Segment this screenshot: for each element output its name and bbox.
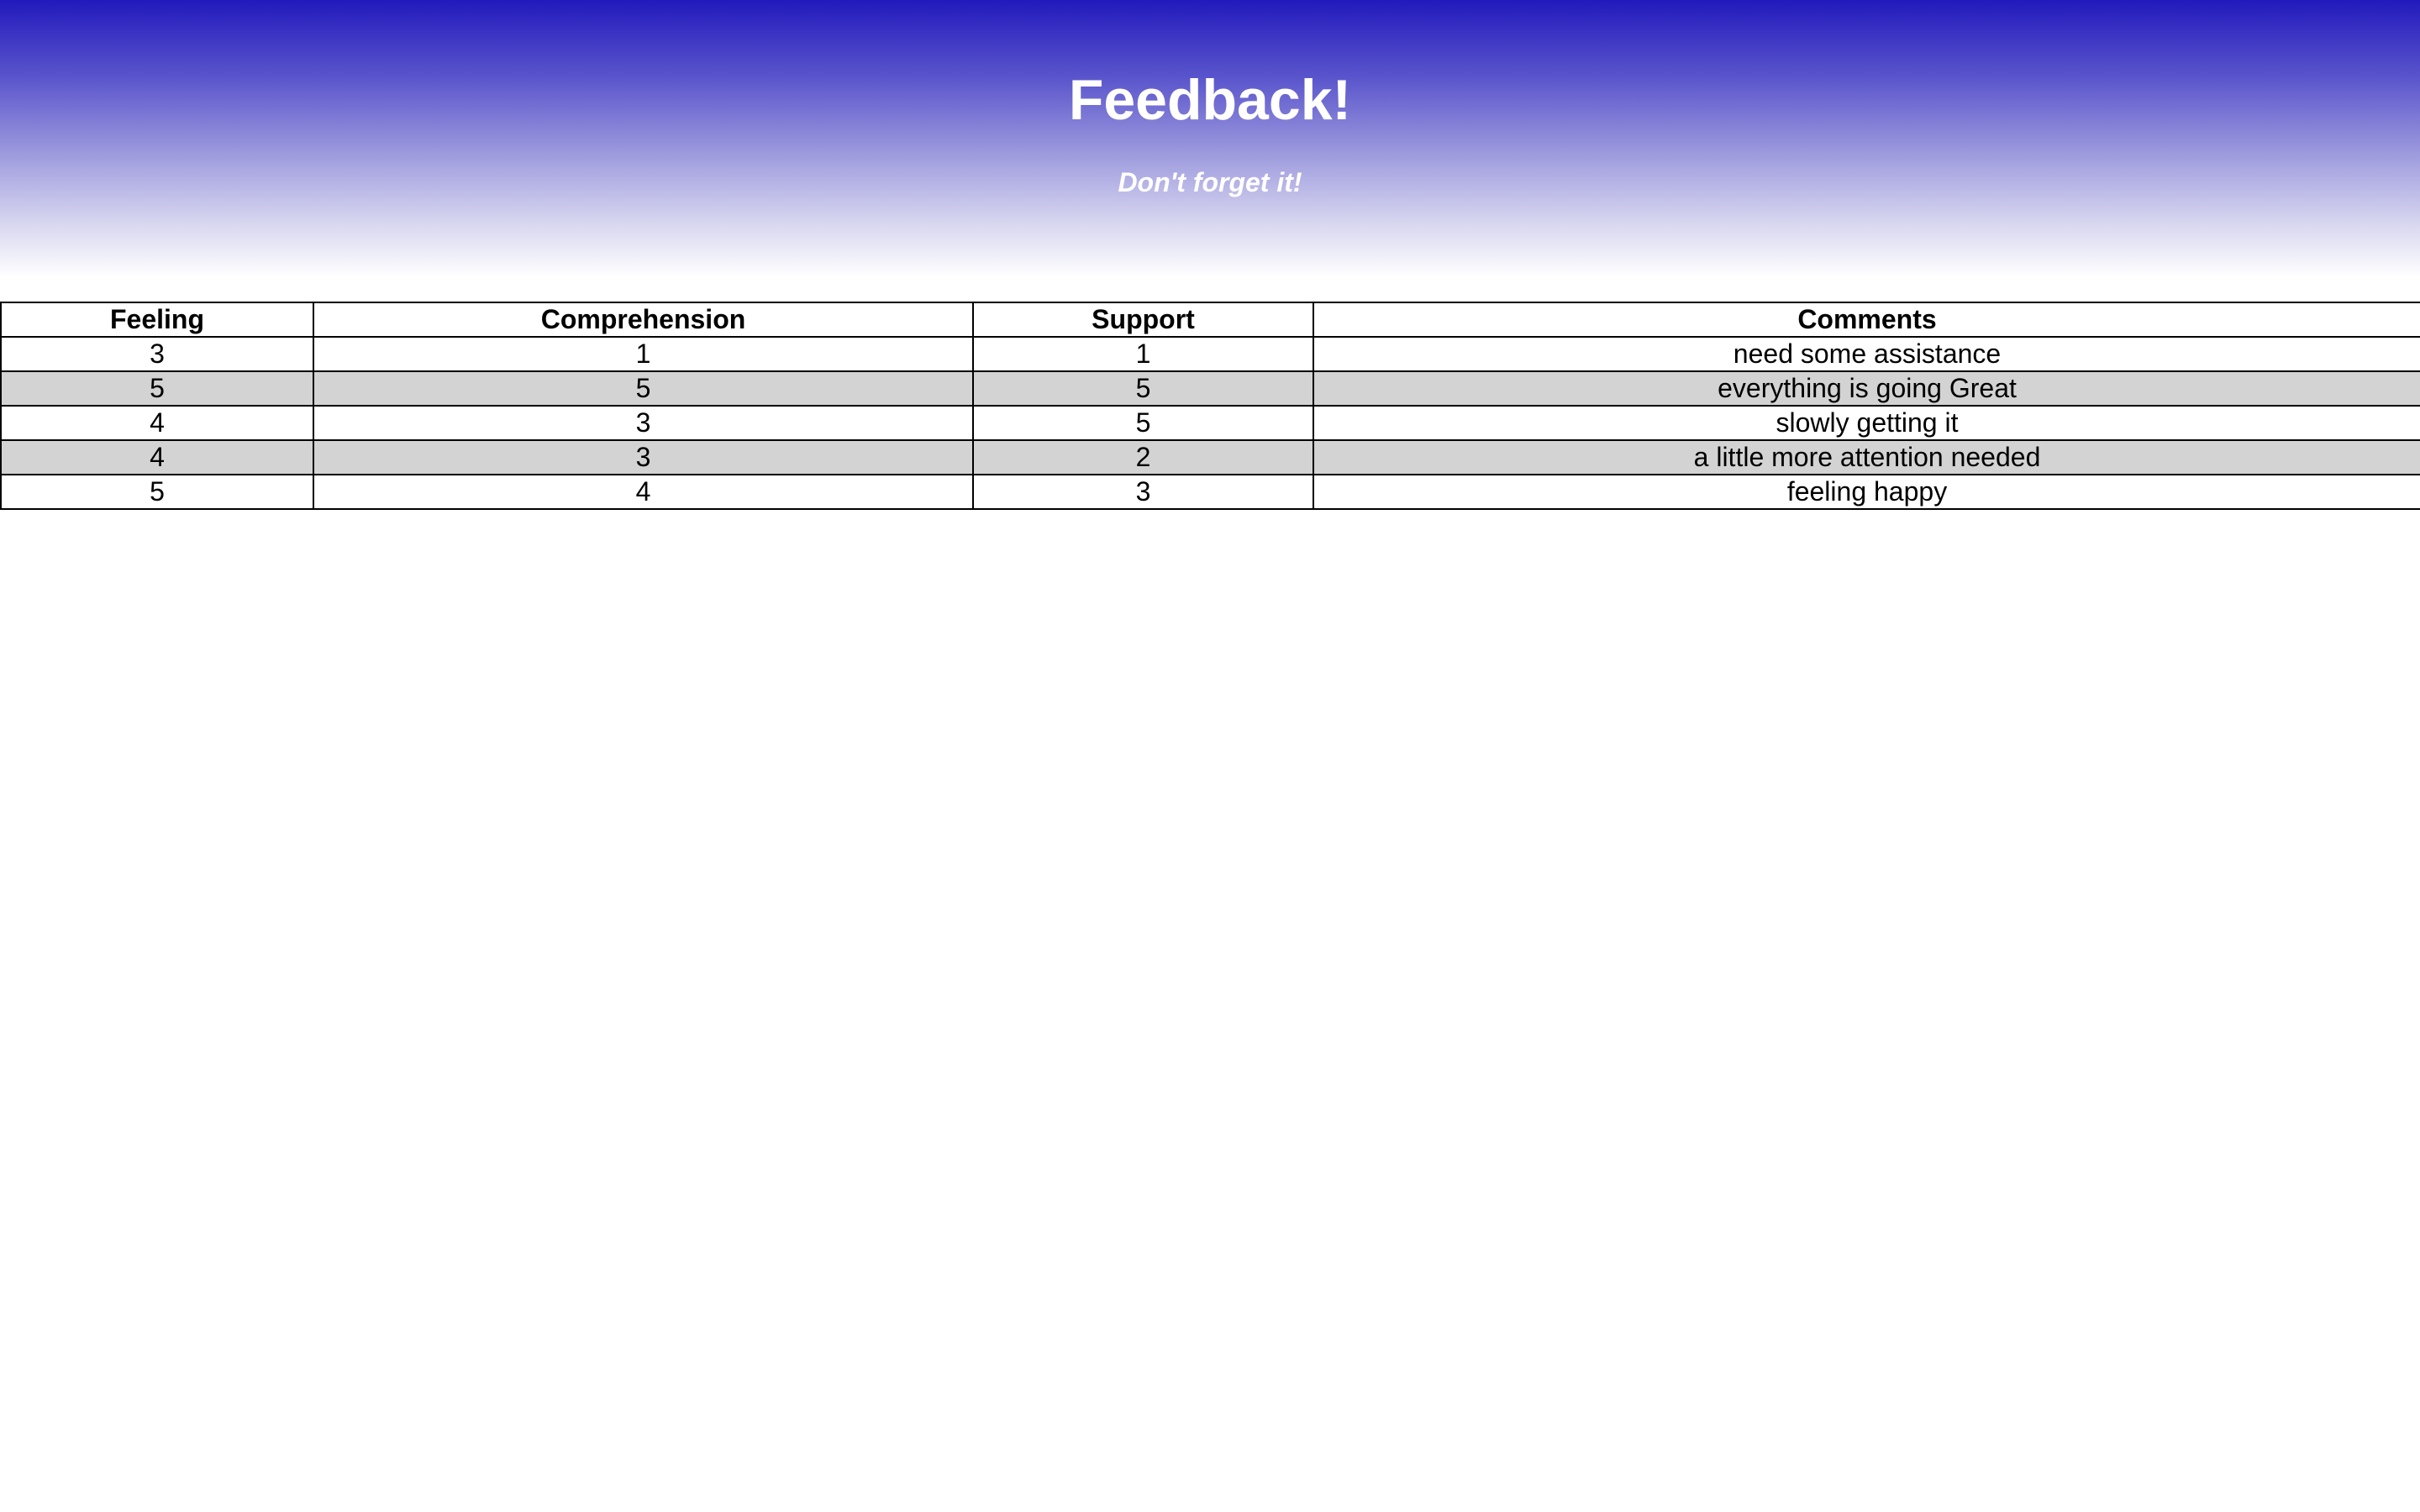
cell-feeling: 4 xyxy=(1,440,313,475)
column-header-comments: Comments xyxy=(1313,302,2420,337)
cell-comments: feeling happy xyxy=(1313,475,2420,509)
cell-support: 5 xyxy=(973,371,1313,406)
cell-comprehension: 1 xyxy=(313,337,973,371)
cell-comments: a little more attention needed xyxy=(1313,440,2420,475)
cell-comments: everything is going Great xyxy=(1313,371,2420,406)
cell-support: 5 xyxy=(973,406,1313,440)
cell-comprehension: 5 xyxy=(313,371,973,406)
cell-feeling: 3 xyxy=(1,337,313,371)
cell-comprehension: 4 xyxy=(313,475,973,509)
table-row xyxy=(1,371,2420,406)
cell-support: 2 xyxy=(973,440,1313,475)
table-row xyxy=(1,406,2420,440)
table-header-row xyxy=(1,302,2420,337)
page-subtitle: Don't forget it! xyxy=(1118,167,1302,197)
cell-support: 3 xyxy=(973,475,1313,509)
page-header xyxy=(0,0,2420,277)
table-row xyxy=(1,475,2420,509)
table-row xyxy=(1,337,2420,371)
cell-support: 1 xyxy=(973,337,1313,371)
cell-feeling: 5 xyxy=(1,371,313,406)
cell-comments: slowly getting it xyxy=(1313,406,2420,440)
column-header-feeling: Feeling xyxy=(1,302,313,337)
cell-feeling: 5 xyxy=(1,475,313,509)
cell-feeling: 4 xyxy=(1,406,313,440)
cell-comments: need some assistance xyxy=(1313,337,2420,371)
table-row xyxy=(1,440,2420,475)
cell-comprehension: 3 xyxy=(313,406,973,440)
column-header-comprehension: Comprehension xyxy=(313,302,973,337)
feedback-table xyxy=(0,302,2420,510)
column-header-support: Support xyxy=(973,302,1313,337)
page-title: Feedback! xyxy=(1068,68,1352,132)
cell-comprehension: 3 xyxy=(313,440,973,475)
